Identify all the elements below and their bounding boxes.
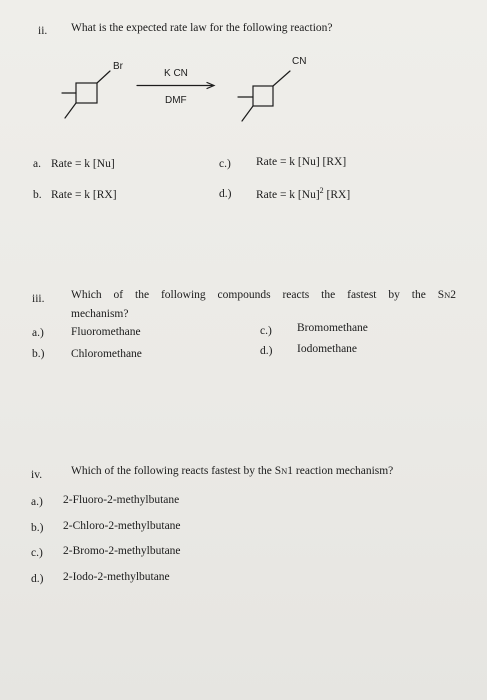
q2-option-d-letter: d.) — [219, 188, 232, 200]
q2-option-b-text: Rate = k [RX] — [51, 189, 117, 201]
q4-option-c-letter: c.) — [31, 547, 43, 559]
q2-option-d-text: Rate = k $[Nu]^2$ [RX] — [256, 186, 351, 201]
question-4-subscript: N — [281, 466, 288, 476]
q2-option-c-text: Rate = k [Nu] [RX] — [256, 156, 347, 168]
q4-option-a-text: 2-Fluoro-2-methylbutane — [63, 494, 180, 506]
q4-option-b-letter: b.) — [31, 522, 44, 534]
q4-option-b-text: 2-Chloro-2-methylbutane — [63, 520, 181, 532]
reactant-cyclobutane — [62, 71, 110, 118]
q4-option-c-text: 2-Bromo-2-methylbutane — [63, 545, 181, 557]
question-3-subscript: N — [444, 290, 451, 300]
q2-option-a-text: Rate = k [Nu] — [51, 158, 115, 170]
question-4-text: Which of the following reacts fastest by the SN1 reaction mechanism? — [71, 465, 394, 477]
q2-option-c-letter: c.) — [219, 158, 231, 170]
product-cyclobutane — [238, 71, 290, 121]
q2-option-d-superscript: 2 — [319, 186, 324, 195]
q3-option-a-text: Fluoromethane — [71, 326, 141, 338]
q3-option-b-text: Chloromethane — [71, 348, 142, 360]
q3-option-c-text: Bromomethane — [297, 322, 368, 334]
q4-option-d-text: 2-Iodo-2-methylbutane — [63, 571, 170, 583]
q2-option-a-letter: a. — [33, 158, 41, 170]
q2-option-b-letter: b. — [33, 189, 42, 201]
q3-option-b-letter: b.) — [32, 348, 45, 360]
question-4-number: iv. — [31, 469, 43, 481]
q3-option-a-letter: a.) — [32, 327, 44, 339]
reagent-dmf-label: DMF — [165, 95, 187, 106]
question-3-line-1: Which of the following compounds reacts the fastest by the SN2 — [71, 289, 456, 301]
q3-option-c-letter: c.) — [260, 325, 272, 337]
reactant-bromo-label: Br — [113, 61, 123, 72]
q4-option-a-letter: a.) — [31, 496, 43, 508]
product-cyano-label: CN — [292, 56, 307, 67]
q3-option-d-text: Iodomethane — [297, 343, 358, 355]
question-2-number: ii. — [38, 25, 48, 37]
q3-option-d-letter: d.) — [260, 345, 273, 357]
question-3-number: iii. — [32, 293, 45, 305]
reaction-arrow — [137, 83, 214, 89]
q4-option-d-letter: d.) — [31, 573, 44, 585]
question-3-line-2: mechanism? — [71, 308, 129, 320]
question-2-text: What is the expected rate law for the following reaction? — [71, 22, 333, 34]
reagent-kcn-label: K CN — [164, 68, 188, 79]
